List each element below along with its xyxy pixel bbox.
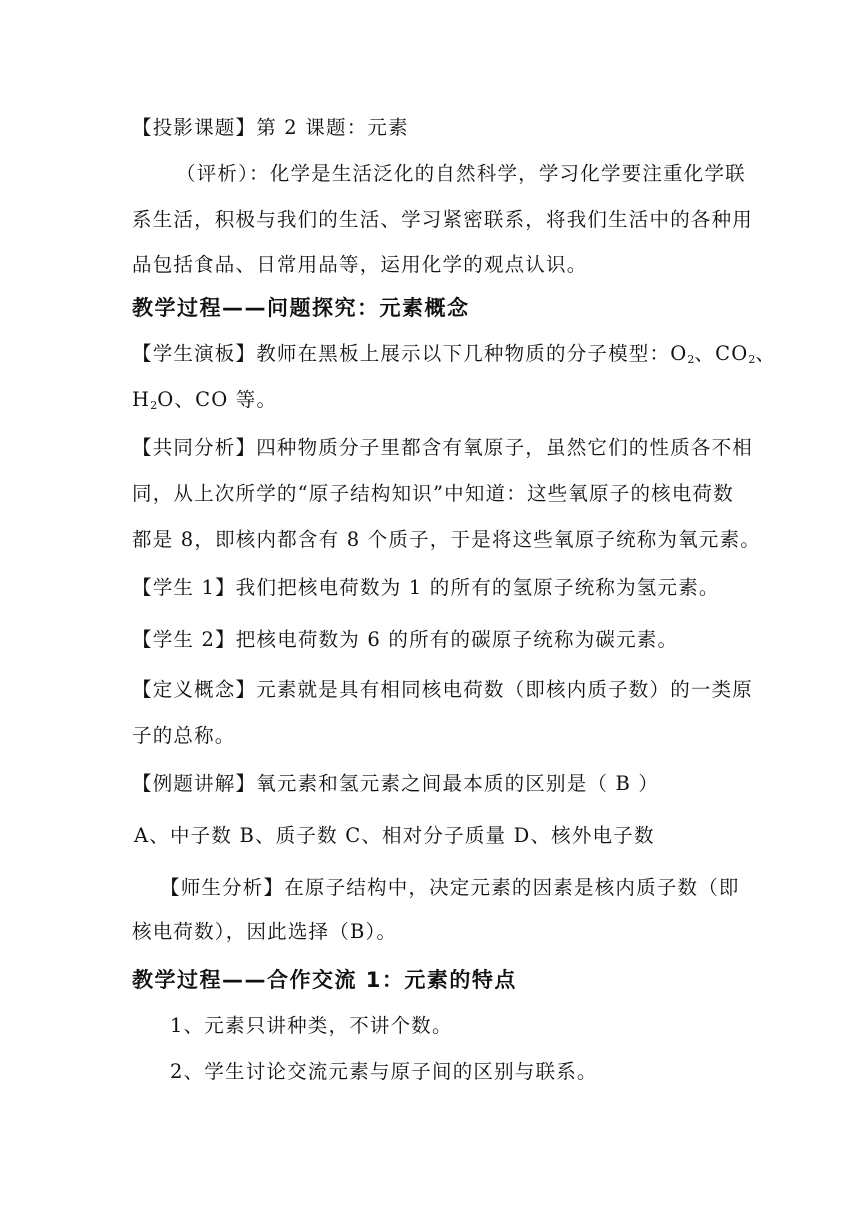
section-heading-features: 教学过程——合作交流 1：元素的特点: [132, 968, 517, 992]
joint-analysis-line-2: 同，从上次所学的“原子结构知识”中知道：这些氧原子的核电荷数: [132, 482, 734, 505]
student-1-line: 【学生 1】我们把核电荷数为 1 的所有的氢原子统称为氢元素。: [132, 576, 720, 599]
commentary-line-3: 品包括食品、日常用品等，运用化学的观点认识。: [132, 253, 588, 276]
commentary-line-1: （评析）：化学是生活泛化的自然科学，学习化学要注重化学联: [176, 162, 746, 185]
section-heading-concept: 教学过程——问题探究：元素概念: [132, 296, 470, 320]
student-board-line-1: 【学生演板】教师在黑板上展示以下几种物质的分子模型：$O_2$、$CO_2$、: [132, 342, 777, 366]
example-options: A、中子数 B、质子数 C、相对分子质量 D、核外电子数: [134, 824, 655, 847]
projection-topic: 【投影课题】第 2 课题：元素: [132, 116, 409, 139]
teacher-student-analysis-line-2: 核电荷数），因此选择（B）。: [132, 920, 398, 943]
feature-item-1: 1、元素只讲种类，不讲个数。: [170, 1014, 453, 1037]
commentary-line-2: 系生活，积极与我们的生活、学习紧密联系，将我们生活中的各种用: [132, 208, 754, 231]
joint-analysis-line-1: 【共同分析】四种物质分子里都含有氧原子，虽然它们的性质各不相: [132, 436, 754, 459]
student-2-line: 【学生 2】把核电荷数为 6 的所有的碳原子统称为碳元素。: [132, 628, 679, 651]
teacher-student-analysis-line-1: 【师生分析】在原子结构中，决定元素的因素是核内质子数（即: [160, 876, 740, 899]
example-question: 【例题讲解】氧元素和氢元素之间最本质的区别是（ B ）: [132, 772, 660, 795]
feature-item-2: 2、学生讨论交流元素与原子间的区别与联系。: [170, 1060, 598, 1083]
joint-analysis-line-3: 都是 8，即核内都含有 8 个质子，于是将这些氧原子统称为氧元素。: [132, 528, 762, 551]
definition-line-1: 【定义概念】元素就是具有相同核电荷数（即核内质子数）的一类原: [132, 678, 754, 701]
definition-line-2: 子的总称。: [132, 724, 236, 747]
student-board-line-2: $H_2O$、CO 等。: [132, 388, 278, 412]
